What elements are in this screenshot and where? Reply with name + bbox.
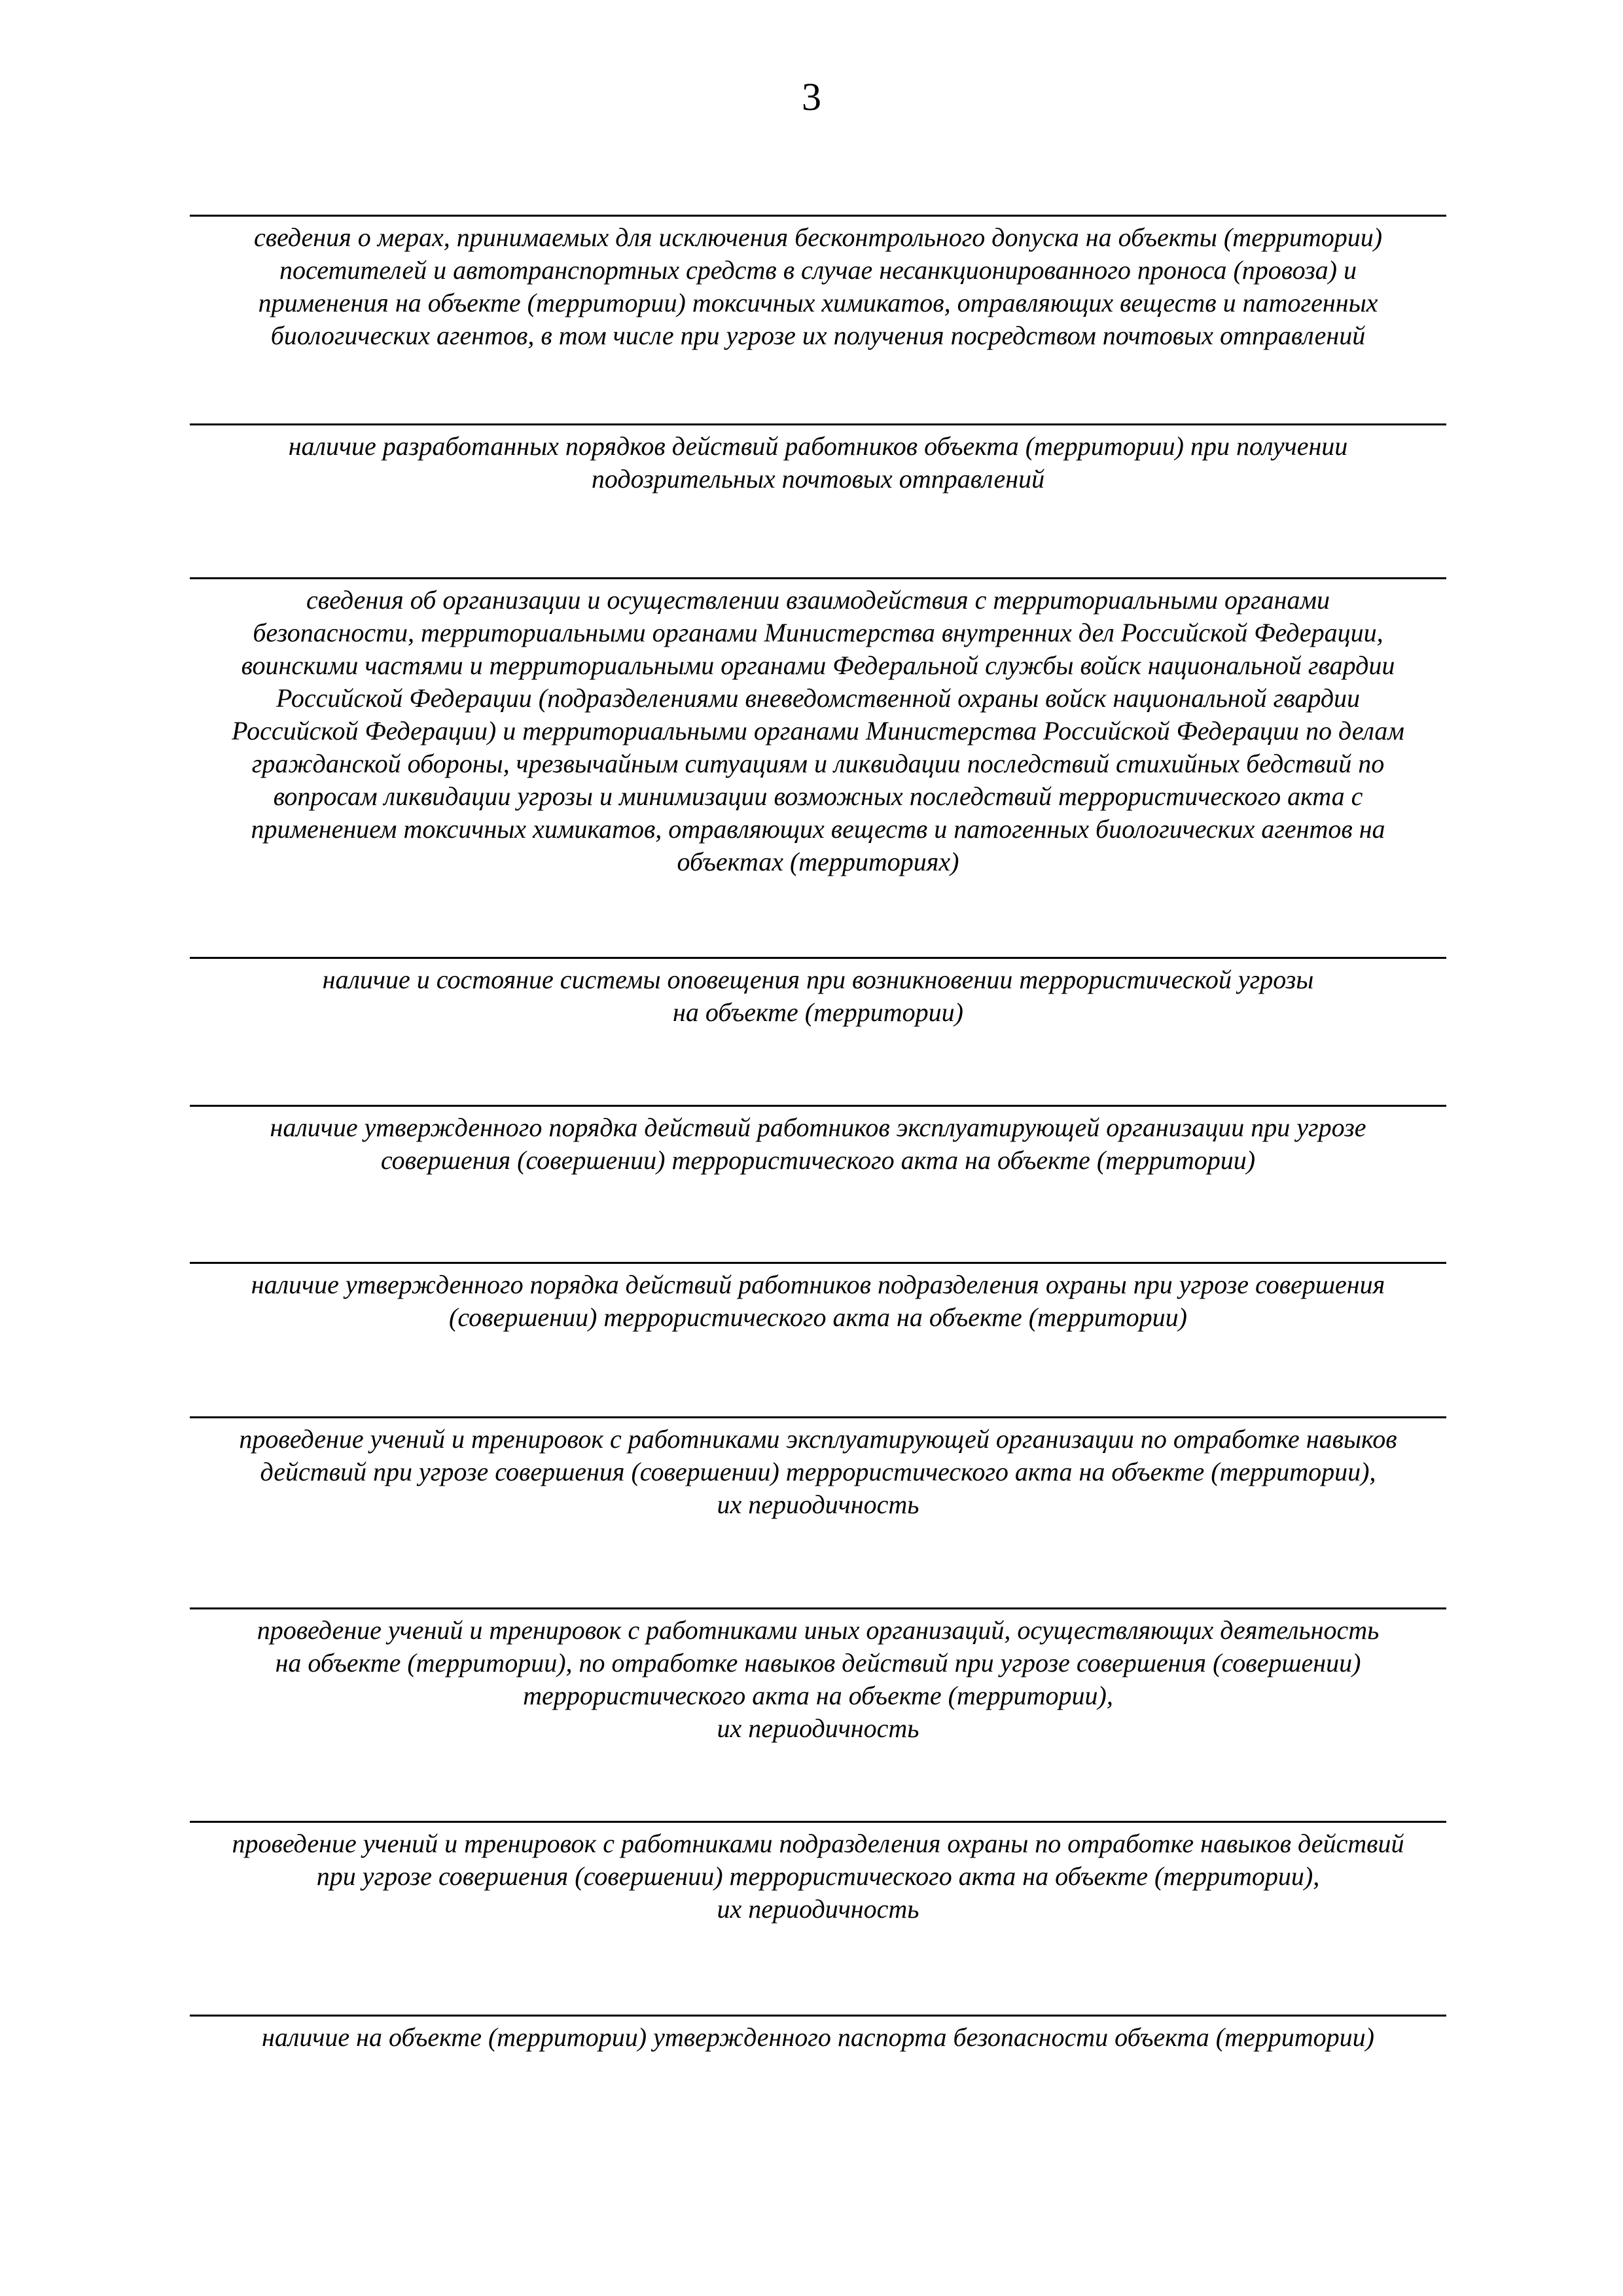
caption-line: при угрозе совершения (совершении) террористического акта на объекте (территории), [316, 1861, 1320, 1891]
form-field-suspicious-mail-procedures [190, 423, 1446, 495]
caption-line: проведение учений и тренировок с работниками подразделения охраны по отработке навыков действий [232, 1829, 1404, 1858]
fill-in-line [190, 1607, 1446, 1609]
field-caption [190, 1827, 1446, 1926]
field-caption [190, 1111, 1446, 1177]
caption-line: вопросам ликвидации угрозы и минимизации возможных последствий террористического акта с [273, 781, 1363, 811]
caption-line: их периодичность [717, 1894, 919, 1924]
fill-in-line [190, 423, 1446, 425]
form-field-operator-staff-drills [190, 1416, 1446, 1521]
caption-line: подозрительных почтовых отправлений [591, 464, 1045, 493]
caption-line: их периодичность [717, 1713, 919, 1743]
fill-in-line [190, 577, 1446, 579]
caption-line: на объекте (территории) [673, 997, 963, 1027]
field-caption [190, 963, 1446, 1029]
caption-line: их периодичность [717, 1490, 919, 1519]
field-caption [190, 221, 1446, 352]
fill-in-line [190, 2015, 1446, 2017]
form-field-operator-staff-procedures [190, 1105, 1446, 1177]
caption-line: действий при угрозе совершения (совершении) террористического акта на объекте (территории), [260, 1457, 1376, 1486]
caption-line: наличие утвержденного порядка действий работников эксплуатирующей организации при угрозе [270, 1113, 1366, 1142]
caption-line: Российской Федерации (подразделениями вневедомственной охраны войск национальной гвардии [276, 683, 1361, 713]
fill-in-line [190, 1821, 1446, 1823]
caption-line: применения на объекте (территории) токсичных химикатов, отравляющих веществ и патогенных [258, 288, 1378, 317]
caption-line: проведение учений и тренировок с работниками эксплуатирующей организации по отработке навыков [239, 1424, 1397, 1454]
form-field-security-passport [190, 2015, 1446, 2054]
field-caption [190, 1268, 1446, 1334]
field-caption [190, 1423, 1446, 1521]
caption-line: применением токсичных химикатов, отравляющих веществ и патогенных биологических агентов на [251, 814, 1385, 844]
field-caption [190, 584, 1446, 878]
caption-line: наличие разработанных порядков действий работников объекта (территории) при получении [288, 431, 1348, 461]
caption-line: Российской Федерации) и территориальными органами Министерства Российской Федерации по делам [232, 716, 1404, 745]
page-number: 3 [802, 75, 821, 118]
caption-line: безопасности, территориальными органами Министерства внутренних дел Российской Федерации, [253, 618, 1383, 647]
field-caption [190, 1614, 1446, 1745]
form-field-security-unit-procedures [190, 1262, 1446, 1334]
form-field-access-control-measures [190, 215, 1446, 352]
caption-line: наличие утвержденного порядка действий работников подразделения охраны при угрозе совершения [251, 1270, 1385, 1299]
field-caption [190, 2021, 1446, 2054]
caption-line: объектах (территориях) [677, 847, 959, 876]
caption-line: проведение учений и тренировок с работниками иных организаций, осуществляющих деятельность [257, 1615, 1380, 1645]
caption-line: наличие и состояние системы оповещения при возникновении террористической угрозы [322, 965, 1314, 994]
caption-line: воинскими частями и территориальными органами Федеральной службы войск национальной гвардии [241, 651, 1395, 680]
form-field-other-organizations-drills [190, 1607, 1446, 1745]
caption-line: на объекте (территории), по отработке навыков действий при угрозе совершения (совершении) [275, 1648, 1361, 1677]
caption-line: посетителей и автотранспортных средств в случае несанкционированного проноса (провоза) и [279, 255, 1357, 285]
caption-line: сведения об организации и осуществлении взаимодействия с территориальными органами [306, 585, 1330, 615]
form-field-interagency-cooperation [190, 577, 1446, 878]
fill-in-line [190, 1416, 1446, 1418]
form-field-alert-system [190, 957, 1446, 1029]
fill-in-line [190, 215, 1446, 217]
caption-line: сведения о мерах, принимаемых для исключения бесконтрольного допуска на объекты (территории) [253, 223, 1383, 252]
caption-line: биологических агентов, в том числе при угрозе их получения посредством почтовых отправлений [270, 321, 1366, 350]
fill-in-line [190, 1105, 1446, 1107]
caption-line: наличие на объекте (территории) утвержденного паспорта безопасности объекта (территории) [262, 2022, 1374, 2052]
caption-line: гражданской обороны, чрезвычайным ситуациям и ликвидации последствий стихийных бедствий по [251, 749, 1385, 778]
caption-line: террористического акта на объекте (территории), [523, 1681, 1113, 1710]
field-caption [190, 430, 1446, 495]
fill-in-line [190, 957, 1446, 959]
caption-line: (совершении) террористического акта на объекте (территории) [449, 1302, 1187, 1332]
caption-line: совершения (совершении) террористического акта на объекте (территории) [380, 1145, 1256, 1175]
form-field-security-unit-drills [190, 1821, 1446, 1926]
fill-in-line [190, 1262, 1446, 1264]
